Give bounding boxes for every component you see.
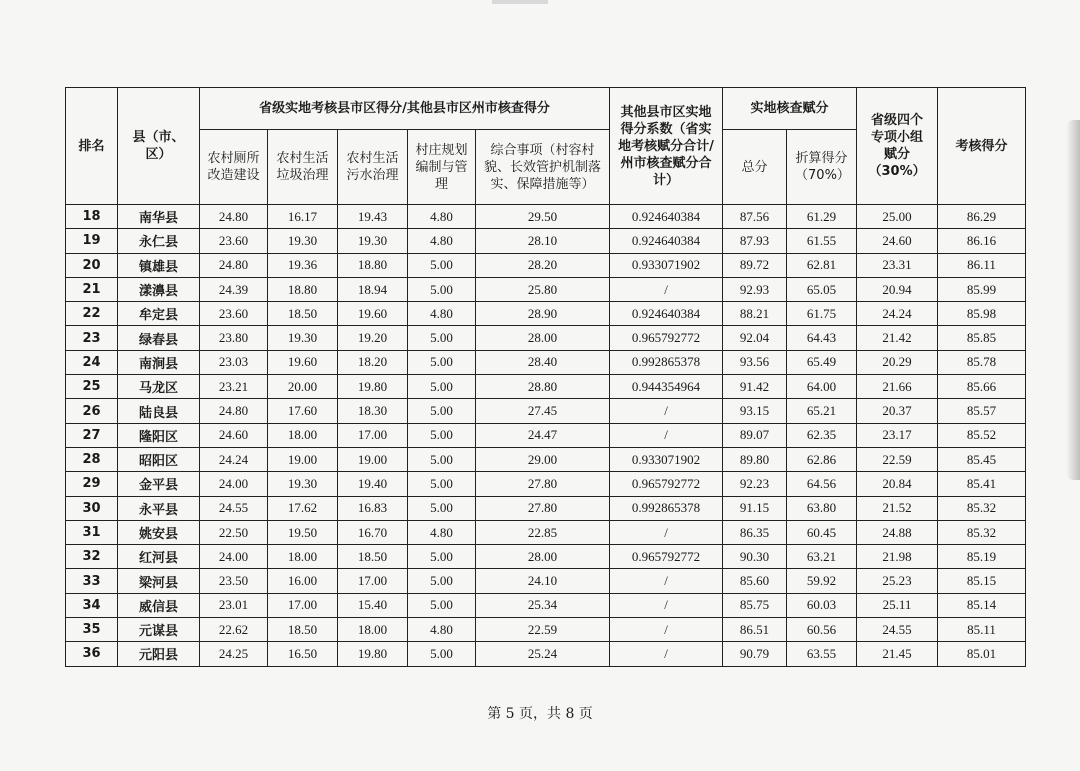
table-row [66,423,1026,447]
cell-total: 91.15 [723,496,787,520]
cell-team: 25.00 [857,205,938,229]
cell-planning: 5.00 [408,569,476,593]
cell-rank: 25 [66,375,118,399]
cell-county: 南华县 [118,205,200,229]
cell-planning: 4.80 [408,618,476,642]
cell-total: 89.80 [723,447,787,471]
cell-rank: 18 [66,205,118,229]
page-edge-shadow [1066,120,1080,480]
cell-total: 92.04 [723,326,787,350]
cell-rank: 31 [66,520,118,544]
score-table [65,87,1026,667]
cell-coefficient: / [610,399,723,423]
cell-team: 22.59 [857,447,938,471]
cell-comprehensive: 28.10 [476,229,610,253]
cell-planning: 5.00 [408,447,476,471]
cell-planning: 5.00 [408,642,476,666]
header-sewage: 农村生活污水治理 [338,130,408,205]
cell-rank: 28 [66,447,118,471]
cell-total: 91.42 [723,375,787,399]
cell-total: 85.60 [723,569,787,593]
cell-coefficient: / [610,569,723,593]
cell-rank: 36 [66,642,118,666]
cell-garbage: 19.30 [268,326,338,350]
cell-rank: 30 [66,496,118,520]
cell-converted: 59.92 [787,569,857,593]
cell-rank: 33 [66,569,118,593]
cell-final: 85.01 [938,642,1026,666]
cell-planning: 5.00 [408,593,476,617]
cell-rank: 21 [66,277,118,301]
cell-converted: 65.05 [787,277,857,301]
cell-rank: 20 [66,253,118,277]
cell-sewage: 18.20 [338,350,408,374]
cell-county: 陆良县 [118,399,200,423]
cell-converted: 63.80 [787,496,857,520]
cell-converted: 60.45 [787,520,857,544]
cell-total: 86.51 [723,618,787,642]
page-top-mark [492,0,548,4]
header-garbage: 农村生活垃圾治理 [268,130,338,205]
cell-total: 89.07 [723,423,787,447]
cell-toilet: 23.03 [200,350,268,374]
cell-coefficient: 0.924640384 [610,229,723,253]
cell-team: 20.94 [857,277,938,301]
cell-converted: 61.55 [787,229,857,253]
header-total: 总分 [723,130,787,205]
cell-comprehensive: 22.85 [476,520,610,544]
table-row [66,350,1026,374]
cell-county: 镇雄县 [118,253,200,277]
cell-total: 88.21 [723,302,787,326]
cell-sewage: 18.30 [338,399,408,423]
cell-converted: 65.21 [787,399,857,423]
cell-toilet: 23.21 [200,375,268,399]
cell-sewage: 19.60 [338,302,408,326]
cell-coefficient: / [610,618,723,642]
cell-team: 20.84 [857,472,938,496]
cell-total: 93.56 [723,350,787,374]
cell-sewage: 16.70 [338,520,408,544]
cell-total: 86.35 [723,520,787,544]
header-field-group: 实地核查赋分 [723,88,857,130]
cell-comprehensive: 25.24 [476,642,610,666]
header-converted: 折算得分（70%） [787,130,857,205]
cell-final: 86.16 [938,229,1026,253]
cell-garbage: 18.80 [268,277,338,301]
header-toilet: 农村厕所改造建设 [200,130,268,205]
cell-garbage: 19.36 [268,253,338,277]
cell-toilet: 23.60 [200,302,268,326]
cell-planning: 4.80 [408,205,476,229]
cell-garbage: 17.60 [268,399,338,423]
cell-county: 牟定县 [118,302,200,326]
table-header [66,88,1026,205]
cell-team: 25.23 [857,569,938,593]
table-row [66,302,1026,326]
table-row [66,569,1026,593]
cell-county: 南涧县 [118,350,200,374]
table-row [66,618,1026,642]
cell-total: 93.15 [723,399,787,423]
cell-toilet: 23.60 [200,229,268,253]
cell-county: 永仁县 [118,229,200,253]
cell-county: 隆阳区 [118,423,200,447]
cell-planning: 5.00 [408,253,476,277]
cell-team: 24.60 [857,229,938,253]
cell-garbage: 16.00 [268,569,338,593]
cell-garbage: 18.50 [268,302,338,326]
cell-sewage: 19.80 [338,375,408,399]
cell-toilet: 24.24 [200,447,268,471]
cell-final: 85.85 [938,326,1026,350]
cell-toilet: 22.50 [200,520,268,544]
cell-rank: 34 [66,593,118,617]
cell-final: 85.41 [938,472,1026,496]
cell-planning: 5.00 [408,423,476,447]
cell-team: 21.42 [857,326,938,350]
cell-rank: 32 [66,545,118,569]
header-final-score: 考核得分 [938,88,1026,205]
table-row [66,375,1026,399]
cell-converted: 60.56 [787,618,857,642]
cell-garbage: 19.30 [268,229,338,253]
cell-county: 马龙区 [118,375,200,399]
cell-toilet: 23.01 [200,593,268,617]
cell-rank: 26 [66,399,118,423]
header-county: 县（市、区） [118,88,200,205]
cell-garbage: 19.30 [268,472,338,496]
table-body [66,205,1026,667]
cell-comprehensive: 28.80 [476,375,610,399]
cell-garbage: 19.00 [268,447,338,471]
cell-comprehensive: 29.00 [476,447,610,471]
cell-converted: 64.00 [787,375,857,399]
cell-team: 21.52 [857,496,938,520]
cell-garbage: 17.62 [268,496,338,520]
cell-garbage: 16.17 [268,205,338,229]
cell-garbage: 16.50 [268,642,338,666]
cell-rank: 19 [66,229,118,253]
cell-coefficient: 0.965792772 [610,326,723,350]
cell-comprehensive: 24.10 [476,569,610,593]
table-row [66,277,1026,301]
cell-comprehensive: 25.34 [476,593,610,617]
cell-converted: 64.43 [787,326,857,350]
cell-planning: 5.00 [408,472,476,496]
cell-coefficient: 0.965792772 [610,545,723,569]
cell-county: 元谋县 [118,618,200,642]
page-number: 第 5 页，共 8 页 [487,706,593,722]
cell-rank: 35 [66,618,118,642]
cell-sewage: 16.83 [338,496,408,520]
table-row [66,447,1026,471]
cell-final: 85.14 [938,593,1026,617]
cell-toilet: 24.25 [200,642,268,666]
table-row [66,472,1026,496]
cell-sewage: 18.80 [338,253,408,277]
cell-county: 金平县 [118,472,200,496]
cell-coefficient: / [610,520,723,544]
cell-team: 23.31 [857,253,938,277]
cell-sewage: 19.00 [338,447,408,471]
cell-converted: 62.86 [787,447,857,471]
cell-garbage: 18.00 [268,545,338,569]
cell-team: 23.17 [857,423,938,447]
cell-county: 元阳县 [118,642,200,666]
cell-final: 85.32 [938,520,1026,544]
cell-team: 21.45 [857,642,938,666]
cell-toilet: 24.39 [200,277,268,301]
cell-toilet: 24.55 [200,496,268,520]
cell-rank: 29 [66,472,118,496]
cell-sewage: 18.50 [338,545,408,569]
table-row [66,253,1026,277]
table-row [66,593,1026,617]
cell-converted: 64.56 [787,472,857,496]
cell-sewage: 19.40 [338,472,408,496]
table-row [66,520,1026,544]
table-row [66,642,1026,666]
cell-planning: 4.80 [408,520,476,544]
cell-coefficient: 0.944354964 [610,375,723,399]
cell-final: 85.15 [938,569,1026,593]
cell-toilet: 24.60 [200,423,268,447]
table-row [66,399,1026,423]
cell-coefficient: 0.965792772 [610,472,723,496]
cell-comprehensive: 28.20 [476,253,610,277]
cell-coefficient: / [610,423,723,447]
cell-comprehensive: 22.59 [476,618,610,642]
cell-garbage: 20.00 [268,375,338,399]
cell-converted: 63.21 [787,545,857,569]
cell-toilet: 24.00 [200,472,268,496]
cell-final: 85.78 [938,350,1026,374]
cell-final: 85.19 [938,545,1026,569]
cell-toilet: 24.80 [200,399,268,423]
cell-sewage: 18.94 [338,277,408,301]
cell-county: 梁河县 [118,569,200,593]
cell-sewage: 19.20 [338,326,408,350]
cell-toilet: 24.80 [200,205,268,229]
cell-team: 20.37 [857,399,938,423]
cell-county: 永平县 [118,496,200,520]
table-row [66,545,1026,569]
cell-comprehensive: 28.40 [476,350,610,374]
header-planning: 村庄规划编制与管理 [408,130,476,205]
cell-coefficient: 0.924640384 [610,205,723,229]
cell-coefficient: 0.924640384 [610,302,723,326]
cell-final: 85.57 [938,399,1026,423]
cell-total: 92.23 [723,472,787,496]
cell-toilet: 23.80 [200,326,268,350]
cell-sewage: 19.80 [338,642,408,666]
cell-team: 24.55 [857,618,938,642]
cell-team: 24.24 [857,302,938,326]
cell-coefficient: / [610,642,723,666]
header-team-score: 省级四个专项小组赋分（30%） [857,88,938,205]
cell-converted: 61.29 [787,205,857,229]
cell-final: 85.99 [938,277,1026,301]
cell-planning: 5.00 [408,375,476,399]
cell-comprehensive: 25.80 [476,277,610,301]
cell-planning: 5.00 [408,545,476,569]
cell-planning: 5.00 [408,350,476,374]
header-rank: 排名 [66,88,118,205]
cell-rank: 23 [66,326,118,350]
cell-planning: 4.80 [408,302,476,326]
cell-team: 21.98 [857,545,938,569]
cell-final: 85.11 [938,618,1026,642]
cell-converted: 62.35 [787,423,857,447]
cell-county: 姚安县 [118,520,200,544]
cell-comprehensive: 24.47 [476,423,610,447]
cell-final: 85.45 [938,447,1026,471]
cell-garbage: 18.00 [268,423,338,447]
cell-converted: 63.55 [787,642,857,666]
cell-sewage: 17.00 [338,423,408,447]
cell-county: 昭阳区 [118,447,200,471]
cell-converted: 65.49 [787,350,857,374]
cell-team: 21.66 [857,375,938,399]
cell-comprehensive: 27.80 [476,496,610,520]
cell-sewage: 18.00 [338,618,408,642]
cell-garbage: 17.00 [268,593,338,617]
cell-total: 92.93 [723,277,787,301]
cell-comprehensive: 28.90 [476,302,610,326]
cell-coefficient: / [610,277,723,301]
header-comprehensive: 综合事项（村容村貌、长效管护机制落实、保障措施等） [476,130,610,205]
cell-sewage: 17.00 [338,569,408,593]
cell-rank: 24 [66,350,118,374]
table-row [66,496,1026,520]
cell-total: 90.30 [723,545,787,569]
table-row [66,205,1026,229]
cell-final: 86.29 [938,205,1026,229]
cell-total: 90.79 [723,642,787,666]
table-row [66,326,1026,350]
table-row [66,229,1026,253]
cell-sewage: 15.40 [338,593,408,617]
cell-toilet: 24.00 [200,545,268,569]
cell-final: 86.11 [938,253,1026,277]
cell-team: 24.88 [857,520,938,544]
cell-comprehensive: 28.00 [476,545,610,569]
cell-planning: 5.00 [408,326,476,350]
cell-total: 85.75 [723,593,787,617]
cell-final: 85.32 [938,496,1026,520]
cell-total: 87.56 [723,205,787,229]
cell-county: 漾濞县 [118,277,200,301]
cell-garbage: 18.50 [268,618,338,642]
cell-total: 89.72 [723,253,787,277]
cell-team: 25.11 [857,593,938,617]
cell-comprehensive: 27.45 [476,399,610,423]
cell-toilet: 22.62 [200,618,268,642]
cell-final: 85.66 [938,375,1026,399]
cell-comprehensive: 29.50 [476,205,610,229]
header-provincial-group: 省级实地考核县市区得分/其他县市区州市核查得分 [200,88,610,130]
cell-planning: 4.80 [408,229,476,253]
cell-coefficient: 0.992865378 [610,350,723,374]
cell-coefficient: 0.992865378 [610,496,723,520]
cell-converted: 61.75 [787,302,857,326]
cell-toilet: 23.50 [200,569,268,593]
cell-county: 红河县 [118,545,200,569]
cell-planning: 5.00 [408,277,476,301]
cell-toilet: 24.80 [200,253,268,277]
cell-comprehensive: 27.80 [476,472,610,496]
cell-coefficient: / [610,593,723,617]
cell-planning: 5.00 [408,399,476,423]
cell-sewage: 19.30 [338,229,408,253]
cell-final: 85.98 [938,302,1026,326]
cell-final: 85.52 [938,423,1026,447]
cell-rank: 27 [66,423,118,447]
header-coefficient: 其他县市区实地得分系数（省实地考核赋分合计/州市核查赋分合计） [610,88,723,205]
cell-garbage: 19.60 [268,350,338,374]
cell-coefficient: 0.933071902 [610,447,723,471]
cell-coefficient: 0.933071902 [610,253,723,277]
cell-rank: 22 [66,302,118,326]
cell-garbage: 19.50 [268,520,338,544]
cell-team: 20.29 [857,350,938,374]
cell-converted: 62.81 [787,253,857,277]
cell-total: 87.93 [723,229,787,253]
cell-planning: 5.00 [408,496,476,520]
cell-comprehensive: 28.00 [476,326,610,350]
cell-county: 绿春县 [118,326,200,350]
cell-county: 威信县 [118,593,200,617]
cell-sewage: 19.43 [338,205,408,229]
cell-converted: 60.03 [787,593,857,617]
